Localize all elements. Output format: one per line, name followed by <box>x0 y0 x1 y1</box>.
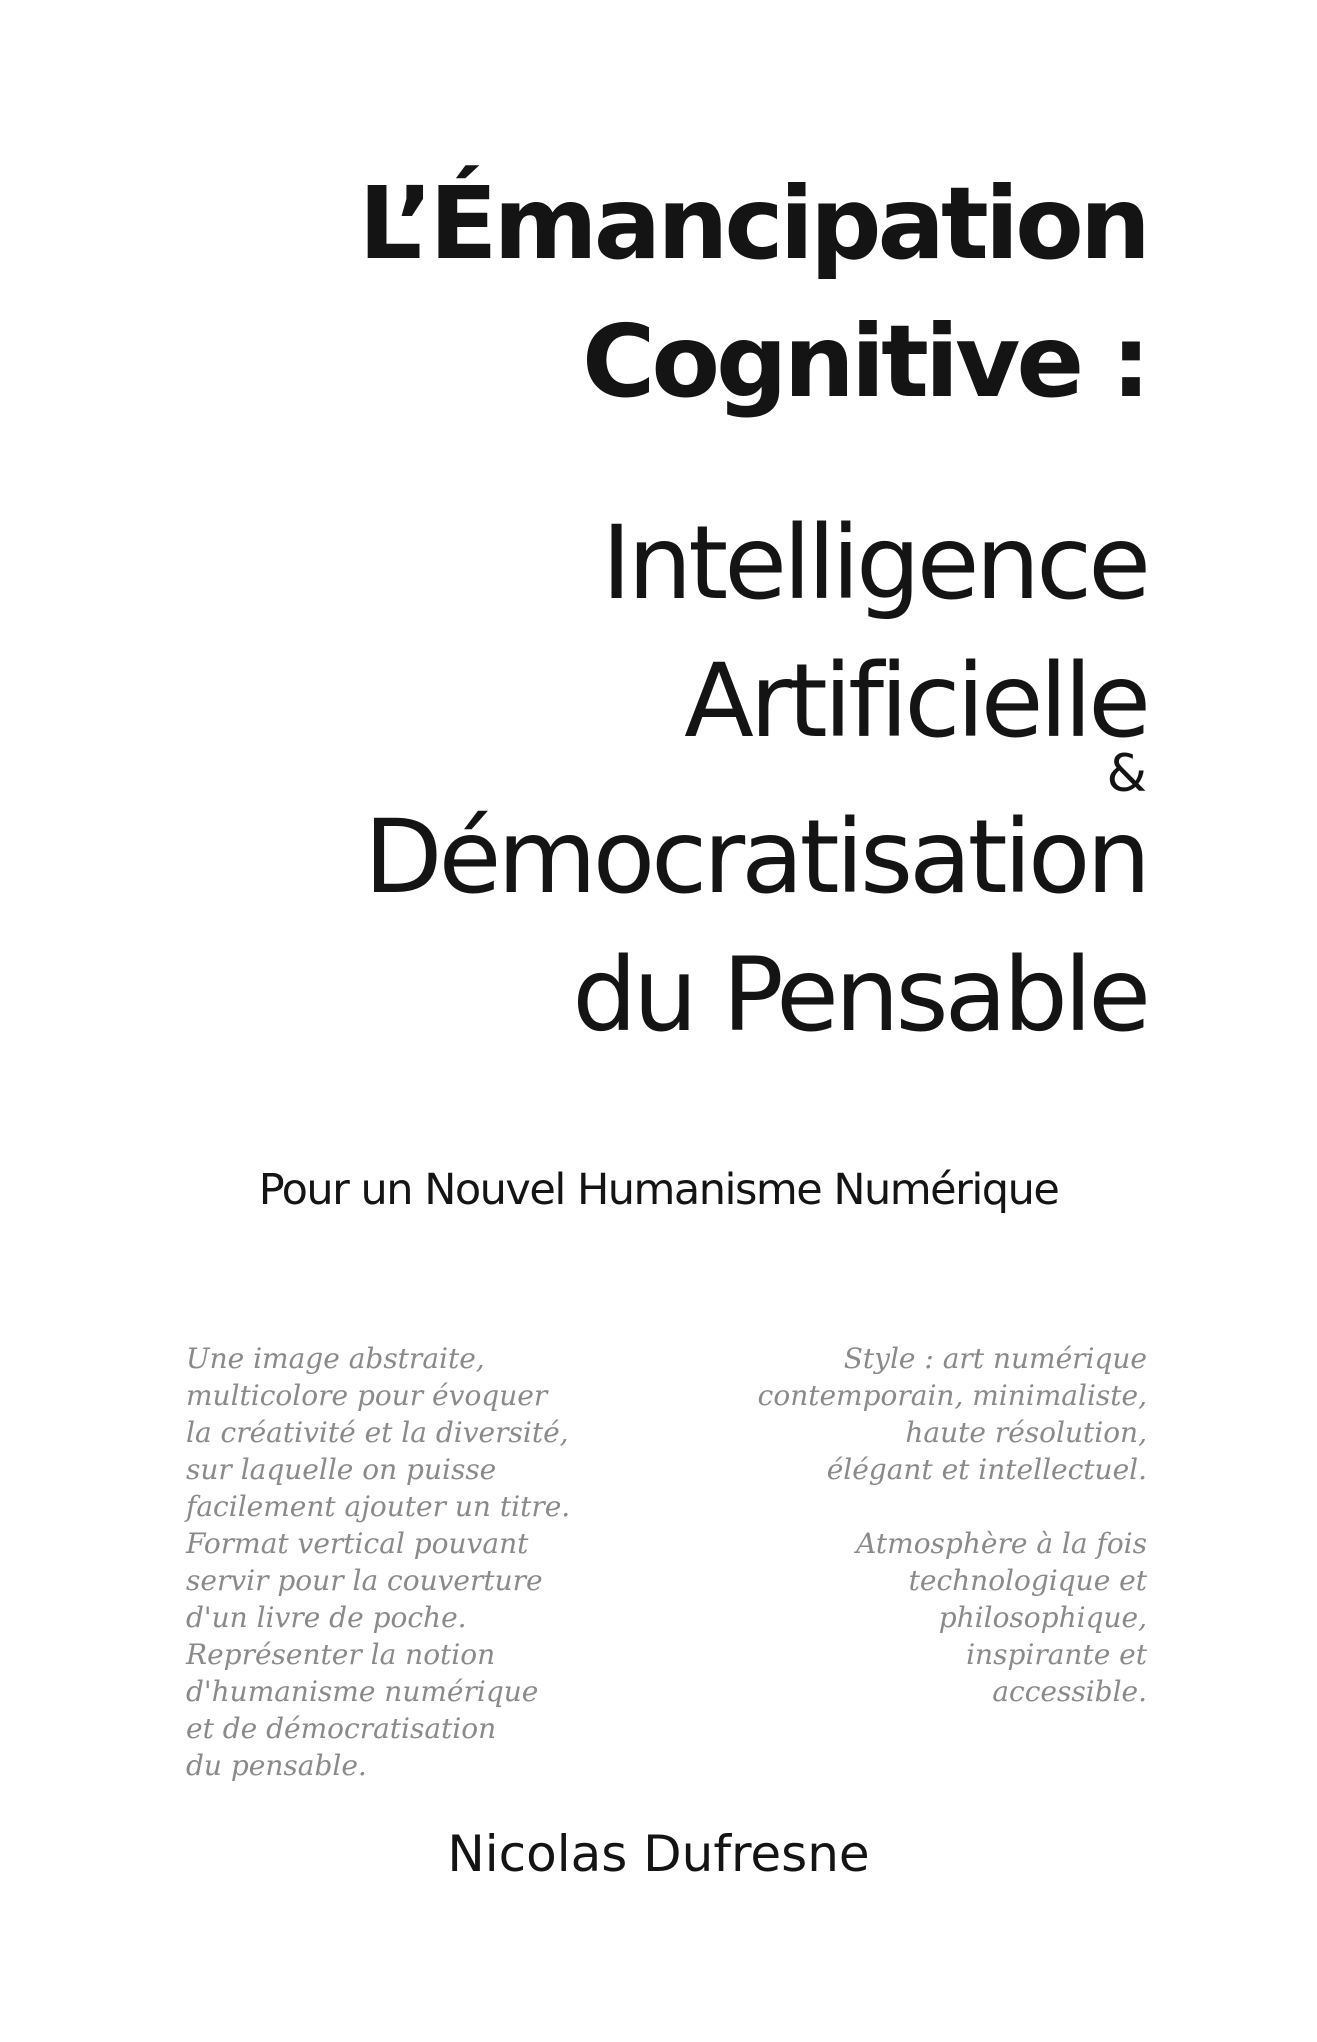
subtitle <box>47 495 1147 1065</box>
subtitle-line-1: Intelligence <box>601 504 1147 623</box>
prompt-text-right: Style : art numérique contemporain, minimaliste, haute résolution, élégant et intellectuel. Atmosphère à la fois technologique et philosophique, inspirante et accessible. <box>757 1342 1147 1708</box>
subtitle-line-4: du Pensable <box>572 936 1147 1055</box>
author-name: Nicolas Dufresne <box>447 1825 870 1883</box>
subtitle-line-2: Artificielle <box>684 642 1147 761</box>
ampersand: & <box>1106 744 1147 804</box>
prompt-text-left: Une image abstraite, multicolore pour évoquer la créativité et la diversité, sur laquelle on puisse facilement ajouter un titre. Format vertical pouvant servir pour la couverture d'un livre de poche. Représenter la notion d'humanisme numérique et de démocratisation du pensable. <box>186 1342 571 1782</box>
main-title <box>147 155 1147 431</box>
title-line-2: Cognitive : <box>581 303 1147 420</box>
subtitle-line-3: Démocratisation <box>364 798 1147 917</box>
title-line-1: L’Émancipation <box>358 165 1147 282</box>
tagline: Pour un Nouvel Humanisme Numérique <box>258 1165 1059 1215</box>
